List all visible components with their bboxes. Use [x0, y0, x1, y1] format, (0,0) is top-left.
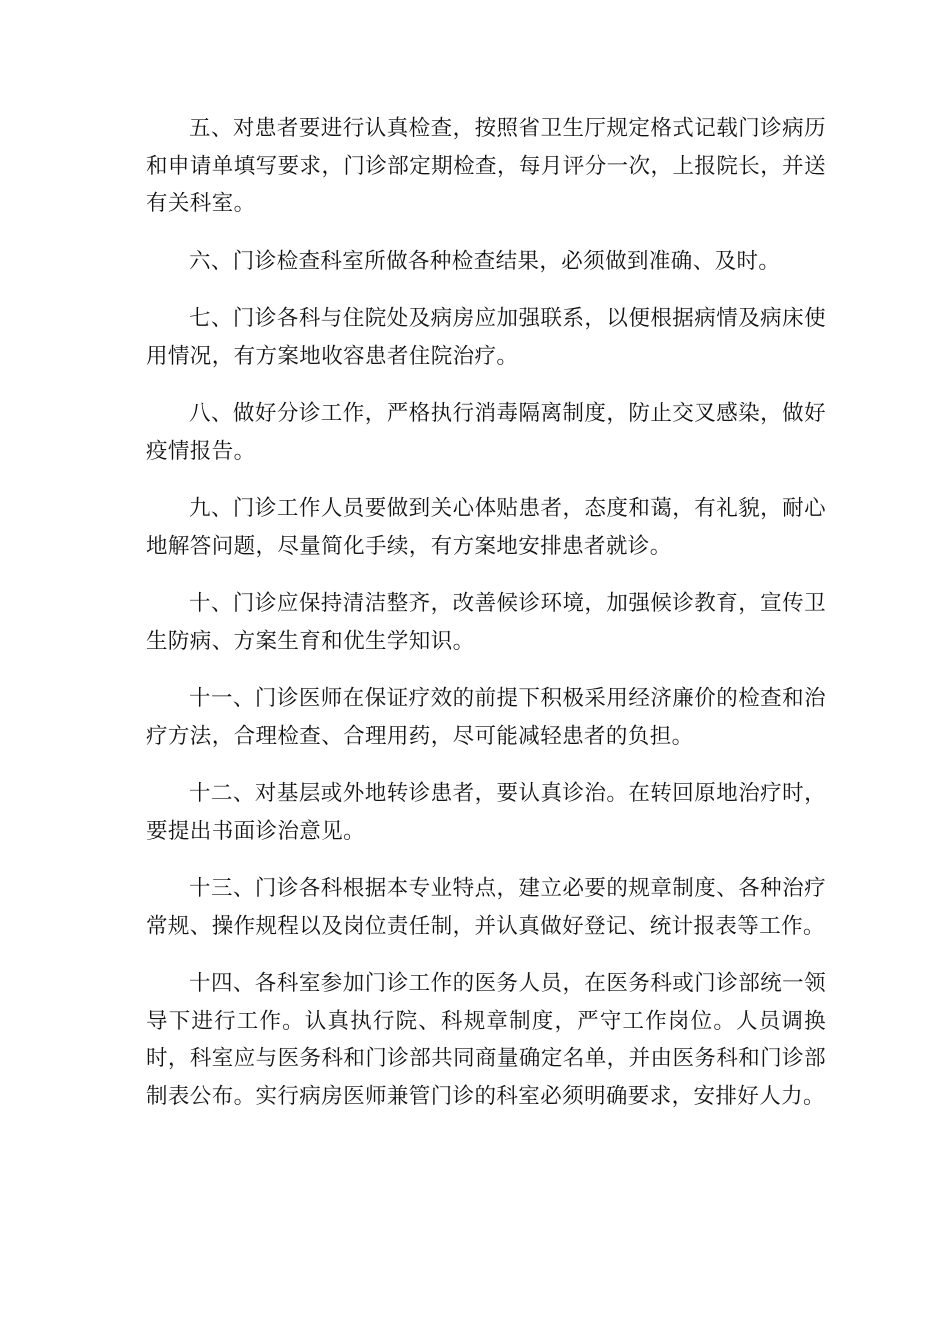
paragraph-7: 七、门诊各科与住院处及病房应加强联系，以便根据病情及病床使用情况，有方案地收容患者住院治疗。	[146, 306, 826, 369]
paragraph-14: 十四、各科室参加门诊工作的医务人员，在医务科或门诊部统一领导下进行工作。认真执行院、科规章制度，严守工作岗位。人员调换时，科室应与医务科和门诊部共同商量确定名单，并由医务科和门诊部制表公布。实行病房医师兼管门诊的科室必须明确要求，安排好人力。	[146, 971, 826, 1109]
paragraph-13: 十三、门诊各科根据本专业特点，建立必要的规章制度、各种治疗常规、操作规程以及岗位责任制，并认真做好登记、统计报表等工作。	[146, 876, 826, 939]
paragraph-9: 九、门诊工作人员要做到关心体贴患者，态度和蔼，有礼貌，耐心地解答问题，尽量简化手续，有方案地安排患者就诊。	[146, 496, 826, 559]
paragraph-6: 六、门诊检查科室所做各种检查结果，必须做到准确、及时。	[189, 248, 781, 274]
paragraph-10: 十、门诊应保持清洁整齐，改善候诊环境，加强候诊教育，宣传卫生防病、方案生育和优生学知识。	[146, 591, 826, 654]
paragraph-12: 十二、对基层或外地转诊患者，要认真诊治。在转回原地治疗时，要提出书面诊治意见。	[146, 781, 826, 844]
paragraph-5: 五、对患者要进行认真检查，按照省卫生厅规定格式记载门诊病历和申请单填写要求，门诊部定期检查，每月评分一次，上报院长，并送有关科室。	[146, 116, 826, 216]
paragraph-11: 十一、门诊医师在保证疗效的前提下积极采用经济廉价的检查和治疗方法，合理检查、合理用药，尽可能减轻患者的负担。	[146, 686, 826, 749]
paragraph-8: 八、做好分诊工作，严格执行消毒隔离制度，防止交叉感染，做好疫情报告。	[146, 401, 826, 464]
document-body	[146, 110, 826, 1115]
